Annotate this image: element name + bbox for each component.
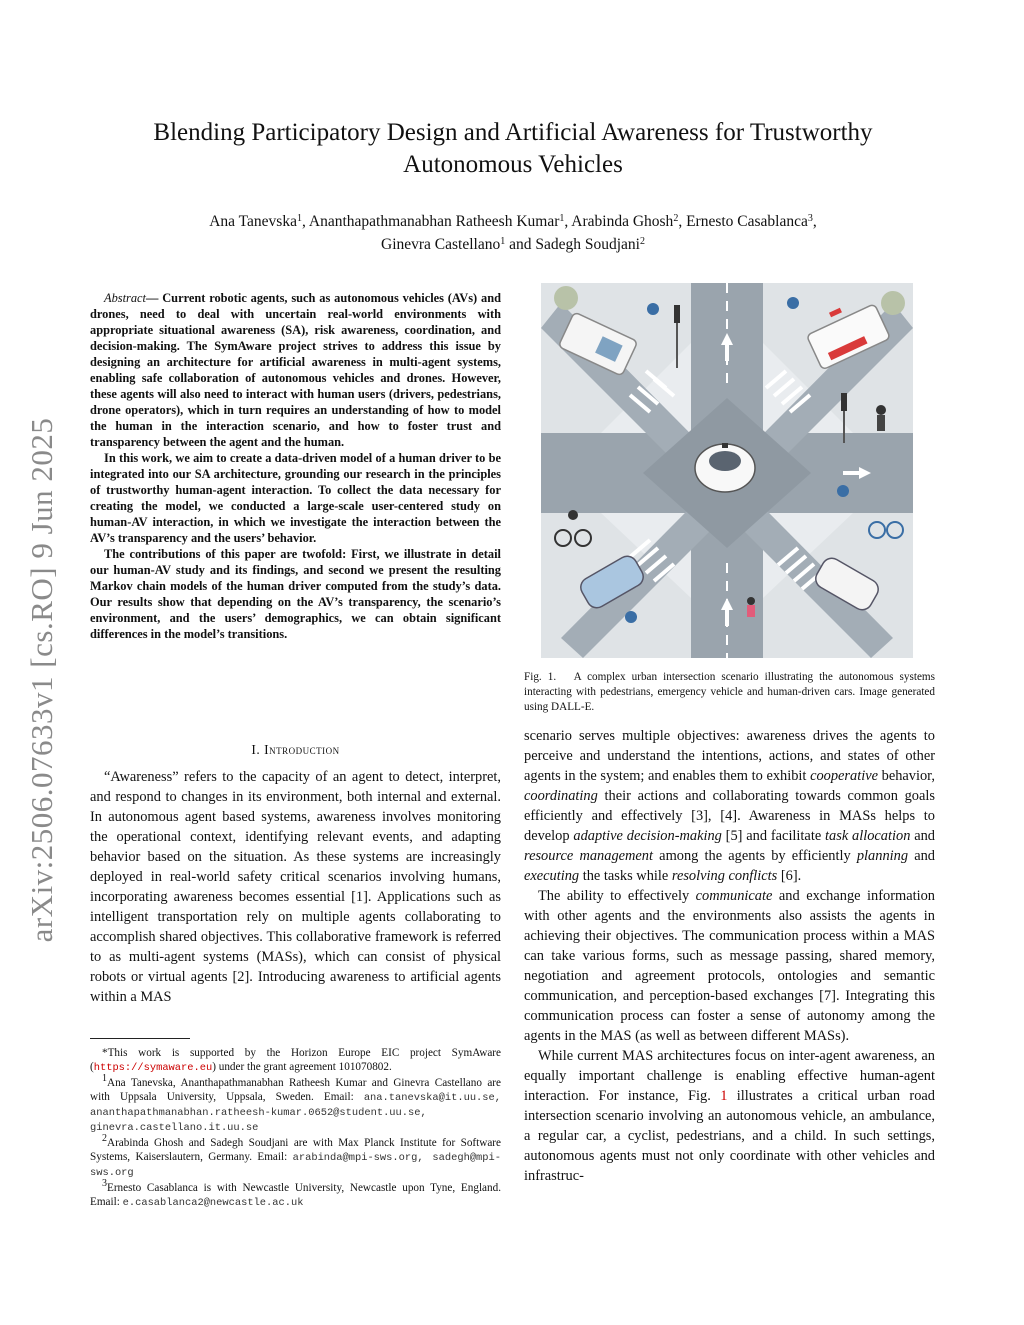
abstract-paragraph: Abstract— Current robotic agents, such as autonomous vehicles (AVs) and drones, need to deal with uncertain real-world environments with appropriate situational awareness (SA), risk awareness, coordination, and decision-making. The SymAware project strives to address this issue by designing an architecture for artificial awareness in multi-agent systems, enabling safe collaboration of autonomous vehicles and drones. However, these agents will also need to interact with human users (drivers, pedestrians, drone operators), which in turn requires an understanding of how to model the human in the interaction scenario, and how to foster trust and transparency between the agent and the human. [90,291,501,449]
author-name: Ana Tanevska [209,213,297,230]
funding-link[interactable]: https://symaware.eu [93,1062,213,1075]
abstract [90,290,501,642]
intro-body [90,767,501,1007]
right-column-body [524,726,935,1186]
abstract-paragraph: The contributions of this paper are twofold: First, we illustrate in detail our human-AV study and its findings, and second we present the resulting Markov chain models of the human driver computed from the study’s data. Our results show that depending on the AV’s transparency, the scenario’s environment, and the users’ demographics, we can obtain significant differences in the model’s transitions. [90,547,501,641]
footnotes [90,1046,501,1210]
caption-label: Fig. 1. [524,671,557,683]
footnote-rule [90,1038,190,1039]
body-paragraph: The ability to effectively communicate and exchange information with other agents and the environments also assists the agents in achieving their objectives. The communication process within a MAS can take various forms, such as message passing, shared memory, negotiation and agreement protocols, ontologies and semantic communication, and perception-based exchanges [7]. Integrating this communication process can foster a sense of autonomy among the agents in the MAS (as well as between different MASs). [524,888,935,1044]
arxiv-stamp: arXiv:2506.07633v1 [cs.RO] 9 Jun 2025 [24,417,59,943]
caption-text: A complex urban intersection scenario illustrating the autonomous systems interacting with pedestrians, emergency vehicle and human-driven cars. Image generated using DALL-E. [524,671,935,713]
author-name: Ernesto Casablanca [686,213,808,230]
author-name: Sadegh Soudjani [535,236,640,253]
email: e.casablanca2@newcastle.ac.uk [122,1196,304,1209]
email: ana.tanevska@it.uu.se, ananthapathmanabhan.ratheesh-kumar.0652@student.uu.se, ginevra.castellano.it.uu.se [90,1091,501,1135]
author-list: Ana Tanevska$^1$, Ananthapathmanabhan Ratheesh Kumar$^1$, Arabinda Ghosh$^2$, Ernesto Casablanca$^3$, Ginevra Castellano$^1$ and Sadegh Soudjani$^2$ [209,213,817,253]
figure-reference-link[interactable]: 1 [720,1088,728,1104]
section-heading: I. Introduction [251,742,340,757]
abstract-paragraph: In this work, we aim to create a data-driven model of a human driver to be integrated into our SA architecture, grounding our research in the principles of trustworthy human-agent interaction. To collect the data necessary for creating the model, we conducted a large-scale user-centered study on human-AV interaction, in which we investigate the interaction between the AV’s transparency and the users’ behavior. [90,451,501,545]
intersection-illustration [541,283,913,658]
author-name: Ginevra Castellano [381,236,501,253]
footnote: $^3$Ernesto Casablanca is with Newcastle University, Newcastle upon Tyne, England. Email: e.casablanca2@newcastle.ac.uk [90,1177,501,1209]
footnote: $^1$Ana Tanevska, Ananthapathmanabhan Ratheesh Kumar and Ginevra Castellano are with Uppsala University, Uppsala, Sweden. Email: ana.tanevska@it.uu.se, ananthapathmanabhan.ratheesh-kumar.0652@student.uu.se, ginevra.castellano.it.uu.se [90,1072,501,1135]
author-name: Ananthapathmanabhan Ratheesh Kumar [308,213,560,230]
paper-title: Blending Participatory Design and Artificial Awareness for Trustworthy Autonomous Vehicles [153,119,873,178]
figure-caption [524,670,935,715]
abstract-label: Abstract [104,291,146,305]
body-paragraph: While current MAS architectures focus on inter-agent awareness, an equally important challenge is enabling effective human-agent interaction. For instance, Fig. 1 illustrates a critical urban road intersection scenario involving an autonomous vehicle, an ambulance, a regular car, a cyclist, pedestrians, and a child. In such settings, autonomous agents must not only coordinate with other vehicles and infrastruc- [524,1048,935,1184]
body-paragraph: “Awareness” refers to the capacity of an agent to detect, interpret, and respond to changes in its environment, both internal and external. In autonomous agent based systems, awareness involves monitoring the operational context, identifying relevant events, and adapting behavior based on the situation. As these systems are increasingly deployed in real-world safety critical scenarios involving humans, incorporating awareness becomes essential [1]. Applications such as intelligent transportation rely on multiple agents collaborating to accomplish shared objectives. This collaborative framework is referred to as multi-agent systems (MASs), which can consist of physical robots or virtual agents [2]. Introducing awareness to artificial agents within a MAS [90,769,501,1005]
body-paragraph: scenario serves multiple objectives: awareness drives the agents to perceive and understand the intentions, actions, and states of other agents in the system; and enables them to exhibit cooperative behavior, coordinating their actions and collaborating towards common goals efficiently and effectively [3], [4]. Awareness in MASs helps to develop adaptive decision-making [5] and facilitate task allocation and resource management among the agents by efficiently planning and executing the tasks while resolving conflicts [6]. [524,728,935,884]
author-name: Arabinda Ghosh [571,213,674,230]
email: arabinda@mpi-sws.org, sadegh@mpi-sws.org [90,1152,501,1180]
footnote: *This work is supported by the Horizon Europe EIC project SymAware (https://symaware.eu) under the grant agreement 101070802. [90,1047,501,1075]
footnote: $^2$Arabinda Ghosh and Sadegh Soudjani are with Max Planck Institute for Software Systems, Kaiserslautern, Germany. Email: arabinda@mpi-sws.org, sadegh@mpi-sws.org [90,1132,501,1180]
figure-intersection-illustration [541,283,913,658]
